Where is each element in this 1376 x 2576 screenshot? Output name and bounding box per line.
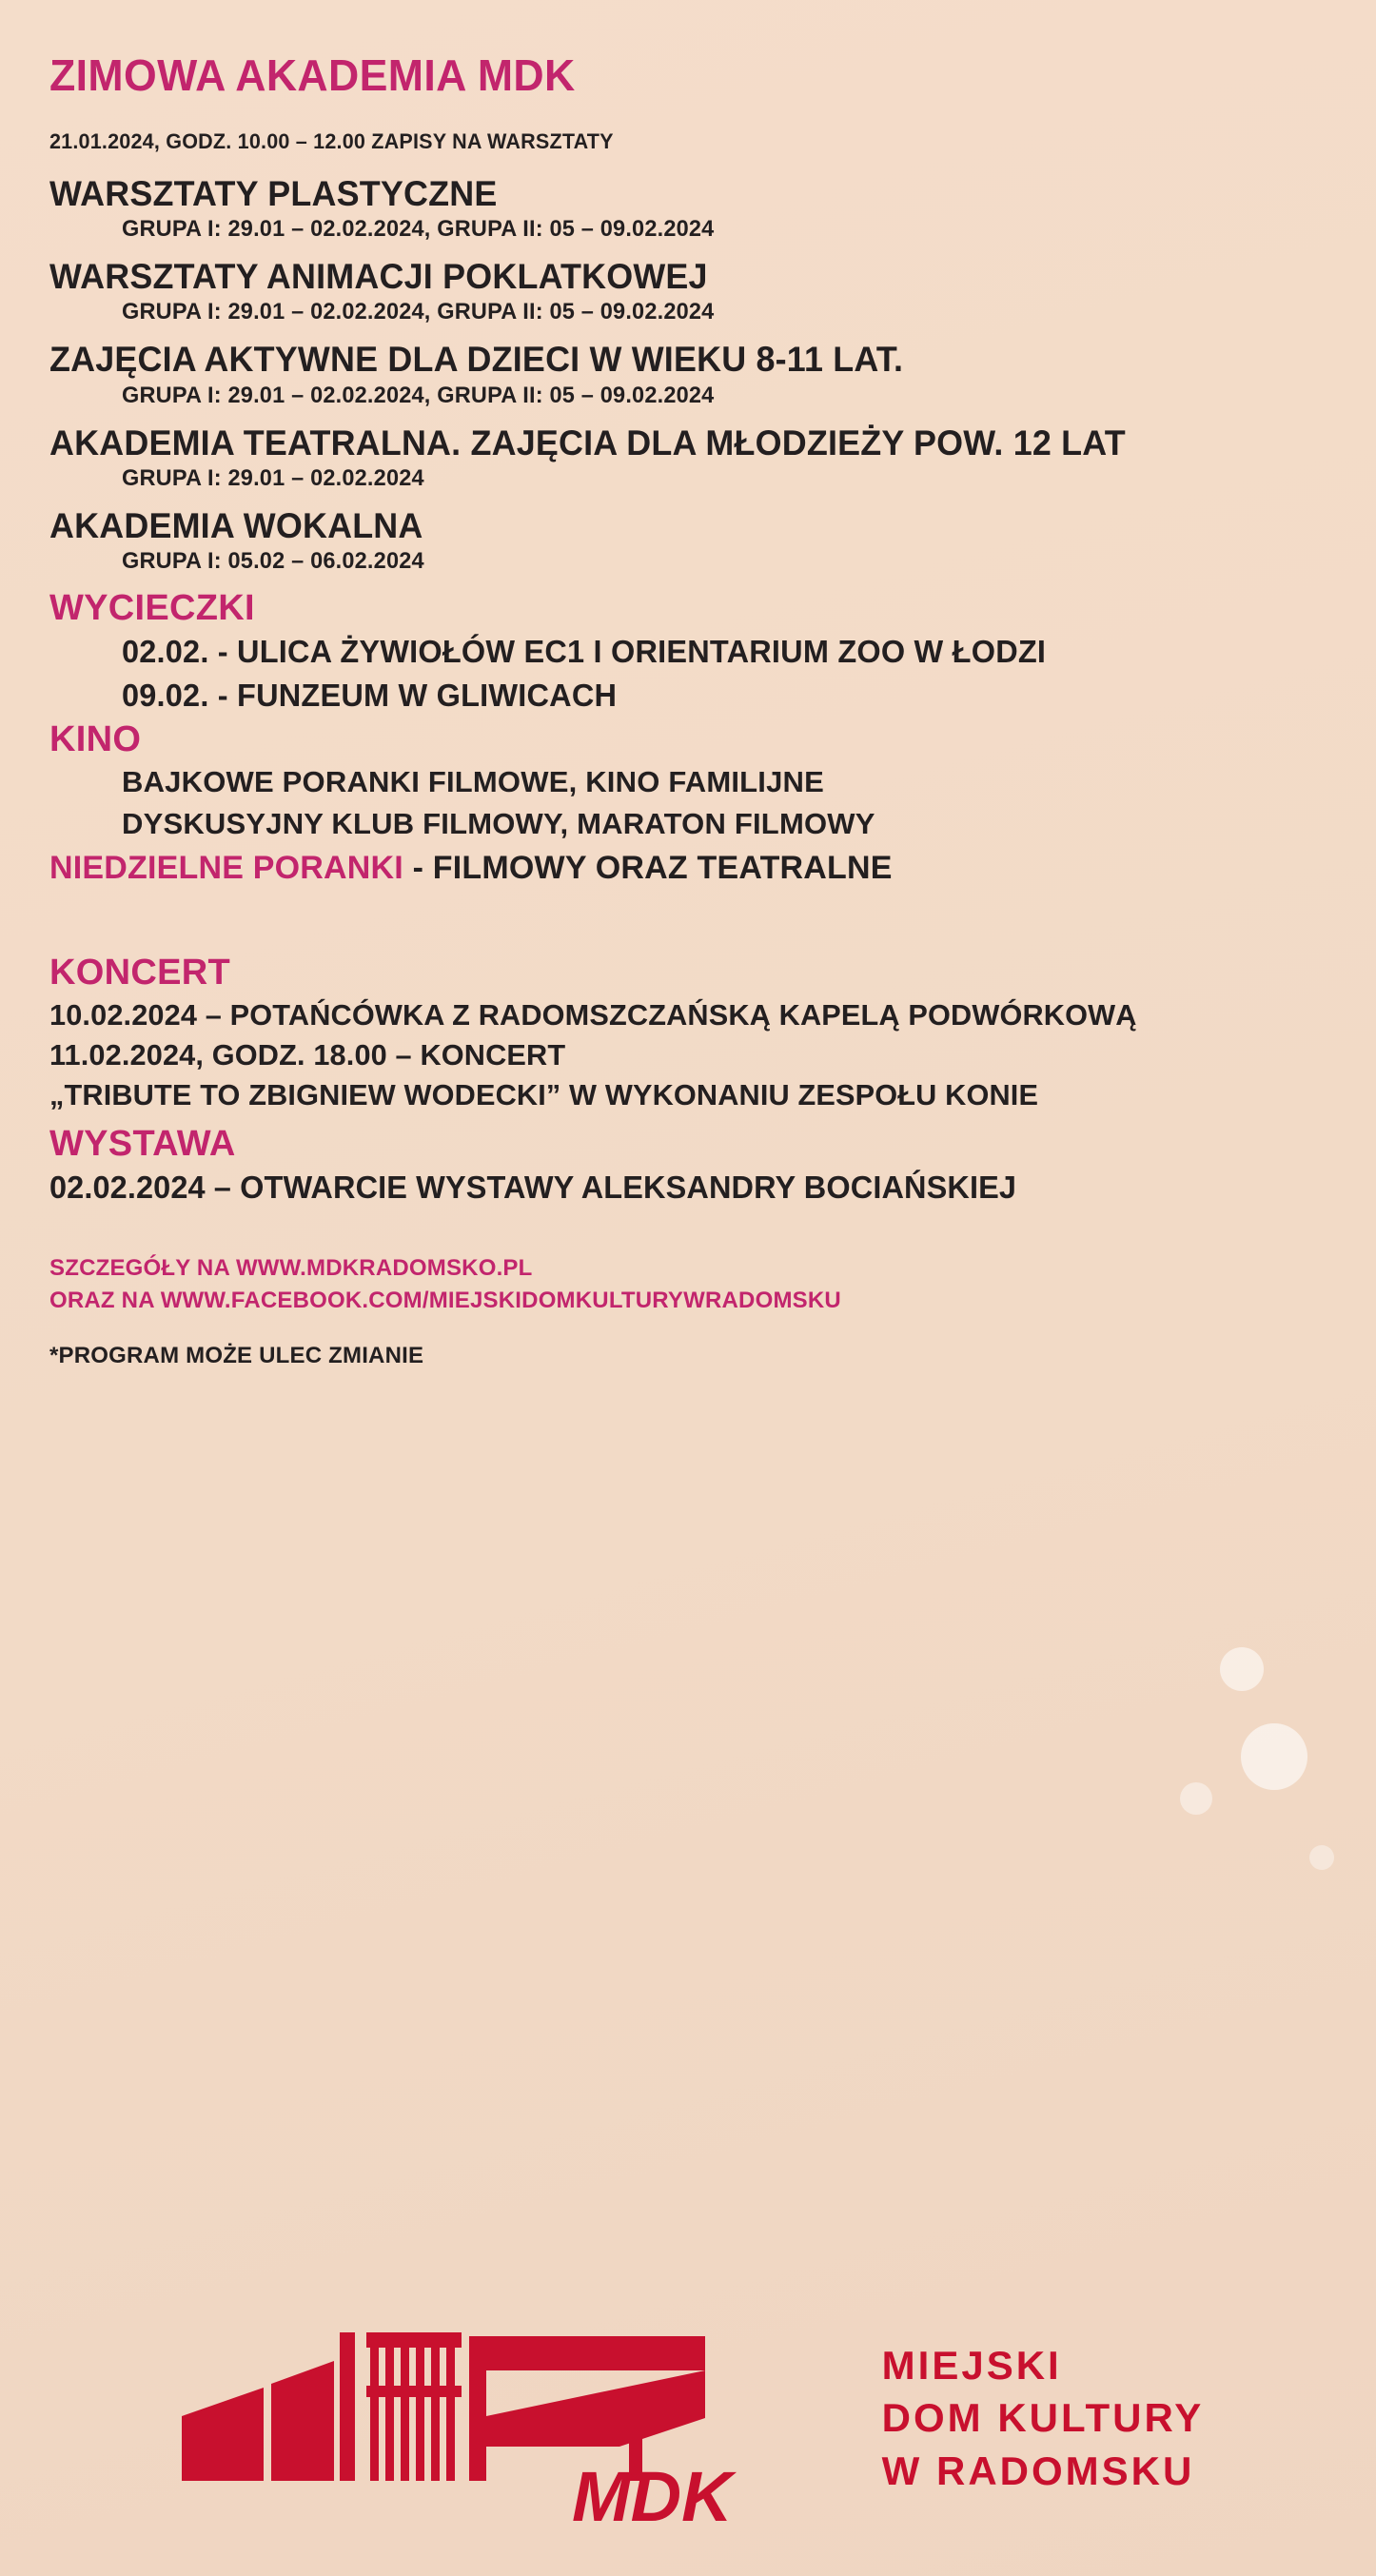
details-section [49,1255,1327,1314]
mdk-logo-icon [172,2304,829,2532]
concert-section [49,954,1327,1112]
trip-item: 02.02. - ULICA ŻYWIOŁÓW EC1 I ORIENTARIUM ZOO W ŁODZI [122,633,1047,669]
cinema-item: BAJKOWE PORANKI FILMOWE, KINO FAMILIJNE [122,764,825,798]
svg-text:MDK: MDK [571,2457,733,2532]
facebook-line[interactable]: ORAZ NA WWW.FACEBOOK.COM/MIEJSKIDOMKULTURYWRADOMSKU [49,1288,841,1314]
trips-heading: WYCIECZKI [49,588,255,629]
logo-line-2: DOM KULTURY [881,2395,1205,2441]
exhibition-section [49,1126,1327,1206]
snow-blob-decoration [1309,1845,1334,1870]
concert-item: 11.02.2024, GODZ. 18.00 – KONCERT [49,1038,566,1072]
logo-line-3: W RADOMSKU [881,2448,1195,2493]
trip-item: 09.02. - FUNZEUM W GLIWICACH [122,677,618,713]
workshop-groups: GRUPA I: 29.01 – 02.02.2024, GRUPA II: 05 – 09.02.2024 [122,216,715,243]
sunday-mornings-line [49,851,1327,886]
footer-logo [0,2304,1376,2532]
program-change-note: *PROGRAM MOŻE ULEC ZMIANIE [49,1343,424,1369]
poster-content [49,50,1327,1369]
sunday-mornings-label: NIEDZIELNE PORANKI [49,849,403,886]
website-line[interactable]: SZCZEGÓŁY NA WWW.MDKRADOMSKO.PL [49,1255,533,1282]
snow-blob-decoration [1180,1782,1212,1815]
cinema-heading: KINO [49,718,142,759]
exhibition-heading: WYSTAWA [49,1124,236,1165]
concert-item: 10.02.2024 – POTAŃCÓWKA Z RADOMSZCZAŃSKĄ KAPELĄ PODWÓRKOWĄ [49,998,1137,1032]
logo-wordmark [882,2339,1205,2497]
workshop-name: AKADEMIA WOKALNA [49,505,423,545]
workshop-name: AKADEMIA TEATRALNA. ZAJĘCIA DLA MŁODZIEŻY POW. 12 LAT [49,423,1126,462]
concert-item: „TRIBUTE TO ZBIGNIEW WODECKI” W WYKONANIU ZESPOŁU KONIE [49,1078,1039,1112]
workshop-groups: GRUPA I: 29.01 – 02.02.2024 [122,464,424,491]
workshops-section [49,175,1327,575]
snow-blob-decoration [1241,1723,1307,1790]
cinema-item: DYSKUSYJNY KLUB FILMOWY, MARATON FILMOWY [122,806,875,840]
workshop-name: WARSZTATY PLASTYCZNE [49,174,498,213]
exhibition-item: 02.02.2024 – OTWARCIE WYSTAWY ALEKSANDRY BOCIAŃSKIEJ [49,1170,1017,1206]
spacer [49,886,1327,941]
snow-blob-decoration [1220,1647,1264,1691]
workshop-groups: GRUPA I: 29.01 – 02.02.2024, GRUPA II: 05 – 09.02.2024 [122,382,715,408]
sunday-mornings-detail: - FILMOWY ORAZ TEATRALNE [403,849,893,886]
page-title: ZIMOWA AKADEMIA MDK [49,50,576,100]
workshop-name: ZAJĘCIA AKTYWNE DLA DZIECI W WIEKU 8-11 LAT. [49,340,904,380]
signup-info: 21.01.2024, GODZ. 10.00 – 12.00 ZAPISY NA WARSZTATY [49,129,614,153]
workshop-groups: GRUPA I: 05.02 – 06.02.2024 [122,548,424,575]
trips-section [49,590,1327,714]
concert-heading: KONCERT [49,953,230,993]
workshop-name: WARSZTATY ANIMACJI POKLATKOWEJ [49,257,708,297]
workshop-groups: GRUPA I: 29.01 – 02.02.2024, GRUPA II: 05 – 09.02.2024 [122,299,715,325]
logo-line-1: MIEJSKI [881,2342,1062,2388]
cinema-section [49,718,1327,886]
